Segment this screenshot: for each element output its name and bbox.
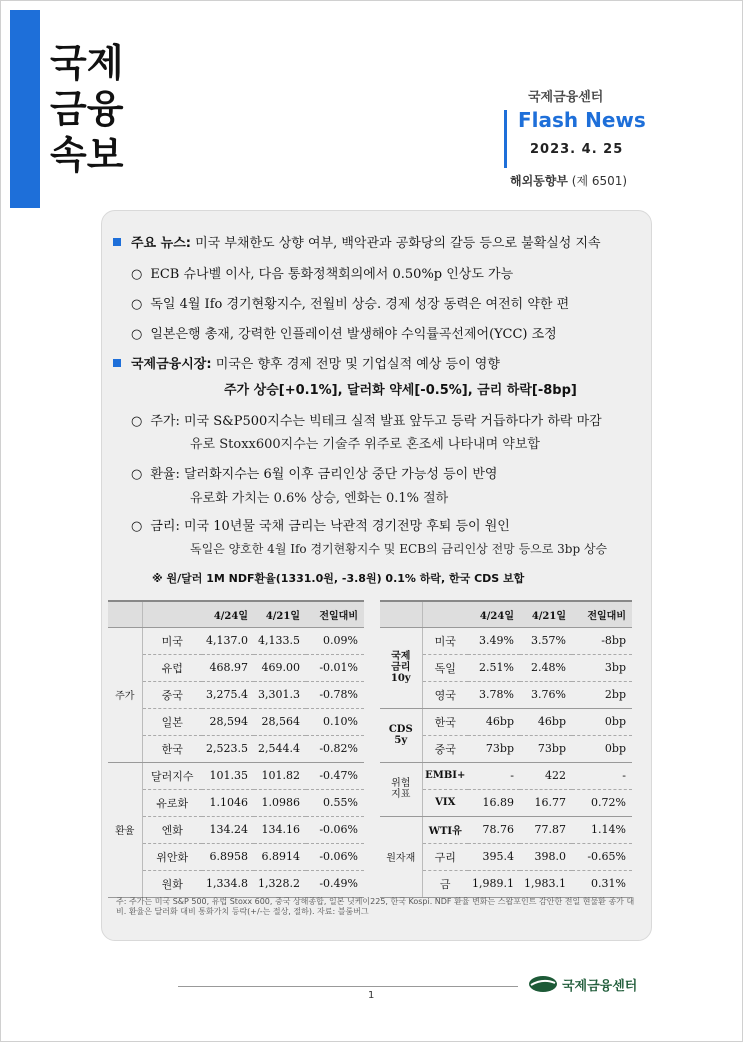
cell: 0.10% — [306, 708, 364, 735]
table-row — [108, 843, 364, 870]
table-row — [108, 735, 364, 762]
cell: 395.4 — [468, 843, 520, 870]
table-footnote: 주: 주가는 미국 S&P 500, 유럽 Stoxx 600, 중국 상해종합, 일본 닛케이225, 한국 Kospi. NDF 환율 변화는 스왑포인트 감안한 전일 현물환 종가 대비. 환율은 달러화 대비 통화가치 등락(+/-는 절상, 절하). 자료: 블룸버그 — [116, 897, 635, 916]
rate-text: 미국 10년물 국채 금리는 낙관적 경기전망 후퇴 등이 원인 — [183, 519, 510, 534]
cell: -0.49% — [306, 870, 364, 897]
table-row — [108, 762, 364, 789]
col-header-change: 전일대비 — [306, 601, 364, 627]
cell: 3.78% — [468, 681, 520, 708]
row-name: 미국 — [422, 627, 468, 654]
col-header-0424: 4/24일 — [468, 601, 520, 627]
cell: 0bp — [572, 735, 632, 762]
table-row — [108, 816, 364, 843]
cell: 1,983.1 — [520, 870, 572, 897]
fx-sub: 유로화 가치는 0.6% 상승, 엔화는 0.1% 절하 — [190, 491, 449, 506]
row-name: VIX — [422, 789, 468, 816]
table-row — [380, 816, 632, 843]
flash-news-title: Flash News — [518, 108, 646, 132]
square-bullet-icon — [113, 238, 121, 246]
logo-text: 국제금융센터 — [562, 979, 638, 994]
cell: 3,275.4 — [202, 681, 254, 708]
cell: 101.35 — [202, 762, 254, 789]
cell: 4,133.5 — [254, 627, 306, 654]
main-news-label: 주요 뉴스: — [131, 236, 191, 251]
cell: -0.78% — [306, 681, 364, 708]
main-news-bullet — [113, 232, 601, 251]
cell: 134.24 — [202, 816, 254, 843]
left-table-header — [108, 601, 364, 627]
cell: 1.14% — [572, 816, 632, 843]
cell: 77.87 — [520, 816, 572, 843]
news-item-3-text: 일본은행 총재, 강력한 인플레이션 발생해야 수익률곡선제어(YCC) 조정 — [150, 327, 557, 342]
cell: 3.76% — [520, 681, 572, 708]
center-name: 국제금융센터 — [528, 90, 604, 105]
cell: 1,328.2 — [254, 870, 306, 897]
department: 해외동향부 — [510, 174, 568, 188]
market-label: 국제금융시장: — [131, 357, 212, 372]
rate-label: 금리: — [150, 519, 180, 534]
cell: 134.16 — [254, 816, 306, 843]
cell: 73bp — [520, 735, 572, 762]
cell: 1.0986 — [254, 789, 306, 816]
cell: 2.51% — [468, 654, 520, 681]
cell: -8bp — [572, 627, 632, 654]
header-divider — [504, 110, 507, 168]
table-row — [108, 627, 364, 654]
department-line — [510, 172, 627, 189]
stock-item — [131, 410, 602, 429]
cell: 398.0 — [520, 843, 572, 870]
row-name: 엔화 — [142, 816, 202, 843]
col-header-change: 전일대비 — [572, 601, 632, 627]
accent-bar — [10, 10, 40, 208]
cell: 4,137.0 — [202, 627, 254, 654]
cell: -0.82% — [306, 735, 364, 762]
row-name: 유로화 — [142, 789, 202, 816]
news-item-2-text: 독일 4월 Ifo 경기현황지수, 전월비 상승. 경제 성장 동력은 여전히 약한 편 — [150, 297, 570, 312]
market-text: 미국은 향후 경제 전망 및 기업실적 예상 등이 영향 — [215, 357, 500, 372]
cell: 469.00 — [254, 654, 306, 681]
cell: 2,544.4 — [254, 735, 306, 762]
rate-item — [131, 515, 510, 534]
cell: 46bp — [520, 708, 572, 735]
market-summary: 주가 상승[+0.1%], 달러화 약세[-0.5%], 금리 하락[-8bp] — [224, 383, 577, 398]
table-row — [380, 627, 632, 654]
news-item-1 — [131, 263, 513, 282]
page-number: 1 — [368, 990, 375, 1001]
cell: 0.72% — [572, 789, 632, 816]
row-name: 금 — [422, 870, 468, 897]
group-label-rates: 국제 금리 10y — [380, 627, 422, 708]
row-name: 한국 — [142, 735, 202, 762]
row-name: 원화 — [142, 870, 202, 897]
cell: 6.8914 — [254, 843, 306, 870]
row-name: WTI유 — [422, 816, 468, 843]
group-label-risk: 위험 지표 — [380, 762, 422, 816]
issue-number: (제 6501) — [571, 174, 628, 188]
cell: 0.55% — [306, 789, 364, 816]
cell: 101.82 — [254, 762, 306, 789]
table-row — [108, 789, 364, 816]
cell: 73bp — [468, 735, 520, 762]
footer-divider — [178, 986, 518, 987]
cell: 1,989.1 — [468, 870, 520, 897]
row-name: 한국 — [422, 708, 468, 735]
row-name: 독일 — [422, 654, 468, 681]
cell: 16.89 — [468, 789, 520, 816]
news-item-1-text: ECB 슈나벨 이사, 다음 통화정책회의에서 0.50%p 인상도 가능 — [150, 267, 514, 282]
cell: 28,564 — [254, 708, 306, 735]
cell: -0.65% — [572, 843, 632, 870]
cell: 46bp — [468, 708, 520, 735]
stock-sub: 유로 Stoxx600지수는 기술주 위주로 혼조세 나타내며 약보합 — [190, 437, 540, 452]
table-row — [108, 654, 364, 681]
cell: 2bp — [572, 681, 632, 708]
col-header-0421: 4/21일 — [520, 601, 572, 627]
cell: 3.57% — [520, 627, 572, 654]
col-header-0424: 4/24일 — [202, 601, 254, 627]
table-row — [380, 708, 632, 735]
cell: 0.31% — [572, 870, 632, 897]
fx-text: 달러화지수는 6월 이후 금리인상 중단 가능성 등이 반영 — [183, 467, 498, 482]
circle-bullet-icon: ○ — [131, 519, 143, 534]
cell: 422 — [520, 762, 572, 789]
fx-item — [131, 463, 497, 482]
news-item-3 — [131, 323, 557, 342]
cell: 0.09% — [306, 627, 364, 654]
cell: 3,301.3 — [254, 681, 306, 708]
row-name: EMBI+ — [422, 762, 468, 789]
group-label-fx: 환율 — [108, 762, 142, 897]
group-label-stocks: 주가 — [108, 627, 142, 762]
circle-bullet-icon: ○ — [131, 327, 143, 342]
rate-sub: 독일은 양호한 4월 Ifo 경기현황지수 및 ECB의 금리인상 전망 등으로 3bp 상승 — [190, 542, 608, 556]
cell: -0.01% — [306, 654, 364, 681]
table-row — [108, 870, 364, 897]
report-date: 2023. 4. 25 — [530, 142, 624, 157]
table-row — [108, 681, 364, 708]
row-name: 유럽 — [142, 654, 202, 681]
circle-bullet-icon: ○ — [131, 414, 143, 429]
circle-bullet-icon: ○ — [131, 297, 143, 312]
title-line-1: 국제 — [50, 41, 124, 85]
group-label-commodities: 원자재 — [380, 816, 422, 897]
row-name: 구리 — [422, 843, 468, 870]
fx-label: 환율: — [150, 467, 180, 482]
row-name: 일본 — [142, 708, 202, 735]
kcif-logo-icon — [528, 974, 558, 994]
right-market-table — [380, 600, 632, 898]
table-row — [108, 708, 364, 735]
col-header-0421: 4/21일 — [254, 601, 306, 627]
circle-bullet-icon: ○ — [131, 467, 143, 482]
square-bullet-icon — [113, 359, 121, 367]
row-name: 영국 — [422, 681, 468, 708]
main-news-text: 미국 부채한도 상향 여부, 백악관과 공화당의 갈등 등으로 불확실성 지속 — [195, 236, 601, 251]
cell: 468.97 — [202, 654, 254, 681]
cell: 28,594 — [202, 708, 254, 735]
row-name: 미국 — [142, 627, 202, 654]
table-row — [380, 762, 632, 789]
cell: - — [572, 762, 632, 789]
stock-text: 미국 S&P500지수는 빅테크 실적 발표 앞두고 등락 거듭하다가 하락 마감 — [183, 414, 602, 429]
market-bullet — [113, 353, 500, 372]
cell: 3bp — [572, 654, 632, 681]
cell: -0.06% — [306, 843, 364, 870]
cell: 78.76 — [468, 816, 520, 843]
title-line-2: 금융 — [50, 87, 124, 131]
row-name: 중국 — [142, 681, 202, 708]
news-item-2 — [131, 293, 569, 312]
row-name: 중국 — [422, 735, 468, 762]
ndf-note: ※ 원/달러 1M NDF환율(1331.0원, -3.8원) 0.1% 하락, 한국 CDS 보합 — [152, 572, 525, 585]
cell: 3.49% — [468, 627, 520, 654]
circle-bullet-icon: ○ — [131, 267, 143, 282]
cell: -0.47% — [306, 762, 364, 789]
left-market-table — [108, 600, 364, 898]
group-label-cds: CDS 5y — [380, 708, 422, 762]
right-table-header — [380, 601, 632, 627]
cell: 6.8958 — [202, 843, 254, 870]
cell: 1.1046 — [202, 789, 254, 816]
cell: -0.06% — [306, 816, 364, 843]
cell: 1,334.8 — [202, 870, 254, 897]
title-line-3: 속보 — [50, 133, 124, 177]
cell: 2,523.5 — [202, 735, 254, 762]
stock-label: 주가: — [150, 414, 180, 429]
cell: 16.77 — [520, 789, 572, 816]
cell: - — [468, 762, 520, 789]
row-name: 달러지수 — [142, 762, 202, 789]
cell: 0bp — [572, 708, 632, 735]
report-title — [50, 40, 123, 178]
row-name: 위안화 — [142, 843, 202, 870]
cell: 2.48% — [520, 654, 572, 681]
